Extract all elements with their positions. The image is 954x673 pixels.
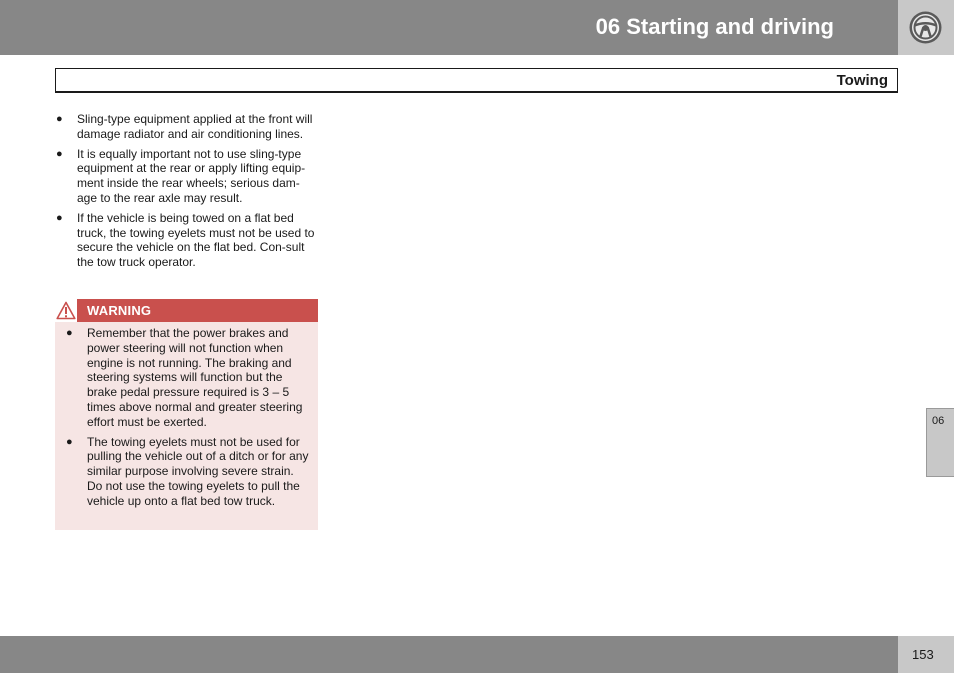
bullet-dot: ● [66, 327, 73, 339]
footer-bar [0, 636, 898, 673]
warning-label: WARNING [87, 303, 152, 318]
chapter-title: 06 Starting and driving [595, 14, 834, 39]
bullet-dot: ● [66, 435, 73, 448]
section-title: Towing [836, 72, 888, 89]
warning-body [55, 322, 318, 509]
list-item: ● Sling-type equipment applied at the front will damage radiator and air conditioning lines. [56, 112, 313, 141]
warning-bullet-list [65, 326, 310, 509]
section-header [55, 68, 898, 93]
chapter-header-bar [0, 0, 898, 55]
list-item: ● Remember that the power brakes and power steering will not function when engine is not running. The braking and steering systems will function but the brake pedal pressure required is 3 – 5 times above normal and greater steering effort must be exerted. [66, 326, 303, 429]
warning-triangle-icon [56, 301, 76, 320]
chapter-side-tab[interactable] [926, 408, 954, 477]
list-item: ● If the vehicle is being towed on a flat bed truck, the towing eyelets must not be used to secure the vehicle on the flat bed. Con-sult the tow truck operator. [56, 210, 315, 270]
page-number: 153 [912, 647, 934, 662]
chapter-icon-box [898, 0, 954, 55]
list-item: ● It is equally important not to use sling-type equipment at the rear or apply lifting equip-ment inside the rear wheels; serious dam-age to the rear axle may result. [56, 146, 306, 205]
main-content [55, 112, 318, 275]
steering-wheel-icon [908, 10, 943, 45]
warning-header [55, 299, 318, 322]
page-number-box [898, 636, 954, 673]
side-tab-label: 06 [932, 415, 945, 427]
warning-icon-frame [55, 299, 78, 322]
bullet-dot: ● [56, 211, 63, 224]
bullet-list [55, 112, 318, 270]
list-item: ● The towing eyelets must not be used for pulling the vehicle out of a ditch or for any similar purpose involving severe strain. Do not use the towing eyelets to pull the vehicle up onto a flat bed tow truck. [66, 434, 309, 508]
warning-box [55, 299, 318, 530]
bullet-dot: ● [56, 113, 63, 125]
bullet-dot: ● [56, 147, 63, 160]
